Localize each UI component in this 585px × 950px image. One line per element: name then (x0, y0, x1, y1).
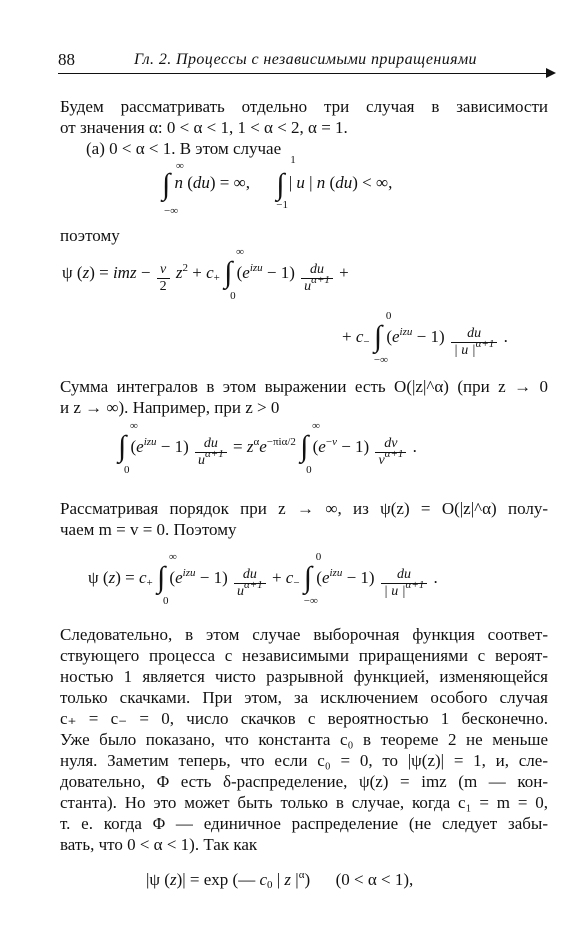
fraction: $\frac{du}{u^{\alpha+1}}$ (301, 262, 333, 295)
limit-upper: ∞ (236, 246, 244, 258)
limit-lower: −∞ (303, 595, 318, 607)
text-line: Сумма интегралов в этом выражении есть O(|z|^α) (при z → 0 (60, 377, 548, 396)
equation-5: |ψ (z)| = exp (— $c_0$ | z $|^\alpha$) (0 < α < 1), (146, 869, 414, 891)
limit-upper: 1 (290, 154, 296, 166)
fraction: $\frac{v}{2}$ (157, 262, 170, 295)
text-line: Рассматривая порядок при z → ∞, из ψ(z) = O(|z|^α) полу- (60, 499, 548, 518)
text-line: нуля. Заметим теперь, что если c₀ = 0, то |ψ(z)| = 1, и, сле- (60, 751, 548, 770)
fraction: $\frac{du}{| u |^{\alpha+1}}$ (451, 326, 497, 359)
fraction: $\frac{du}{u^{\alpha+1}}$ (234, 567, 266, 600)
limit-upper: ∞ (312, 420, 320, 432)
limit-lower: −1 (276, 199, 288, 211)
header-rule-arrow-icon (546, 68, 556, 78)
text-line: чаем m = v = 0. Поэтому (60, 520, 237, 539)
limit-lower: 0 (230, 290, 236, 302)
integral-sign: ∫ (162, 168, 171, 201)
limit-upper: 0 (385, 310, 392, 322)
text-line: c₊ = c₋ = 0, число скачков с вероятностью 1 бесконечно. (60, 709, 548, 728)
text-line: т. е. когда Φ — единичное распределение (не следует забы- (60, 814, 548, 833)
integral-sign: ∫ (156, 561, 166, 594)
text-line: ностью 1 является чисто разрывной функцией, изменяющейся (60, 667, 548, 686)
text-line: Следовательно, в этом случае выборочная функция соответ- (60, 625, 548, 644)
fraction: $\frac{dv}{v^{\alpha+1}}$ (375, 436, 406, 469)
limit-lower: 0 (124, 464, 130, 476)
equation-1: ∞ ∫ −∞ n (du) = ∞, 1 ∫ −1 | u | n (du) < ∞, (162, 154, 393, 217)
text-line: довательно, Φ есть δ-распределение, ψ(z) = imz (m — кон- (60, 772, 548, 791)
limit-lower: 0 (306, 464, 312, 476)
limit-lower: 0 (162, 595, 169, 607)
page-number: 88 (58, 50, 75, 69)
page-header (58, 50, 548, 76)
fraction: $\frac{du}{u^{\alpha+1}}$ (195, 436, 227, 469)
text-line: Будем рассматривать отдельно три случая в зависимости (60, 97, 548, 116)
integral-sign: ∫ (303, 561, 313, 594)
equation-3: ∞ ∫ 0 $(e^{izu} - 1)$ $\frac{du}{u^{\alpha+1}}$ = $z^\alpha e^{-\pi i\alpha/2}$ ∞ ∫ 0 $(e^{-v} - 1)$ $\frac{dv}{v^{\alpha+1}}$ . (118, 420, 417, 476)
limit-upper: ∞ (168, 551, 177, 563)
text-line: станта). Но это может быть только в случае, когда c₁ = m = 0, (60, 793, 548, 812)
limit-upper: 0 (315, 551, 322, 563)
integral-sign: ∫ (300, 430, 309, 463)
equation-4: ψ $(z) = c_+$ ∞ ∫ 0 $(e^{izu} - 1)$ $\frac{du}{u^{\alpha+1}}$ + $c_-$ 0 ∫ −∞ $(e^{izu} - 1)$ $\frac{du}{| u |^{\alpha+1}}$ . (88, 551, 438, 607)
running-title: Гл. 2. Процессы с независимыми приращениями (134, 51, 477, 68)
text-line: Уже было показано, что константа c₀ в теореме 2 не меньше (60, 730, 548, 749)
limit-lower: −∞ (373, 354, 388, 366)
limit-lower: −∞ (164, 205, 179, 217)
equation-2-line-1: ψ (z) = imz − $\frac{v}{2}$ $z^2 + c_+$ ∞ ∫ 0 $(e^{izu} - 1)$ $\frac{du}{u^{\alpha+1}}$ + (62, 246, 349, 302)
text-line: только скачками. При этом, за исключением особого случая (60, 688, 548, 707)
text-line: ствующего процесса с независимыми приращениями с вероят- (60, 646, 548, 665)
text-line: (а) 0 < α < 1. В этом случае (86, 139, 282, 158)
header-rule (58, 73, 550, 74)
text-line: вать, что 0 < α < 1). Так как (60, 835, 258, 854)
text-line: и z → ∞). Например, при z > 0 (60, 398, 280, 417)
fraction: $\frac{du}{| u |^{\alpha+1}}$ (381, 567, 427, 600)
text-line: поэтому (60, 226, 120, 245)
limit-upper: ∞ (130, 420, 138, 432)
integral-sign: ∫ (373, 320, 383, 353)
limit-upper: ∞ (176, 160, 184, 172)
integral-sign: ∫ (118, 430, 127, 463)
equation-2-line-2: + $c_-$ 0 ∫ −∞ $(e^{izu} - 1)$ $\frac{du}{| u |^{\alpha+1}}$ . (342, 310, 508, 366)
text-line: от значения α: 0 < α < 1, 1 < α < 2, α = 1. (60, 118, 348, 137)
integral-sign: ∫ (224, 256, 233, 289)
integral-sign: ∫ (276, 168, 285, 201)
